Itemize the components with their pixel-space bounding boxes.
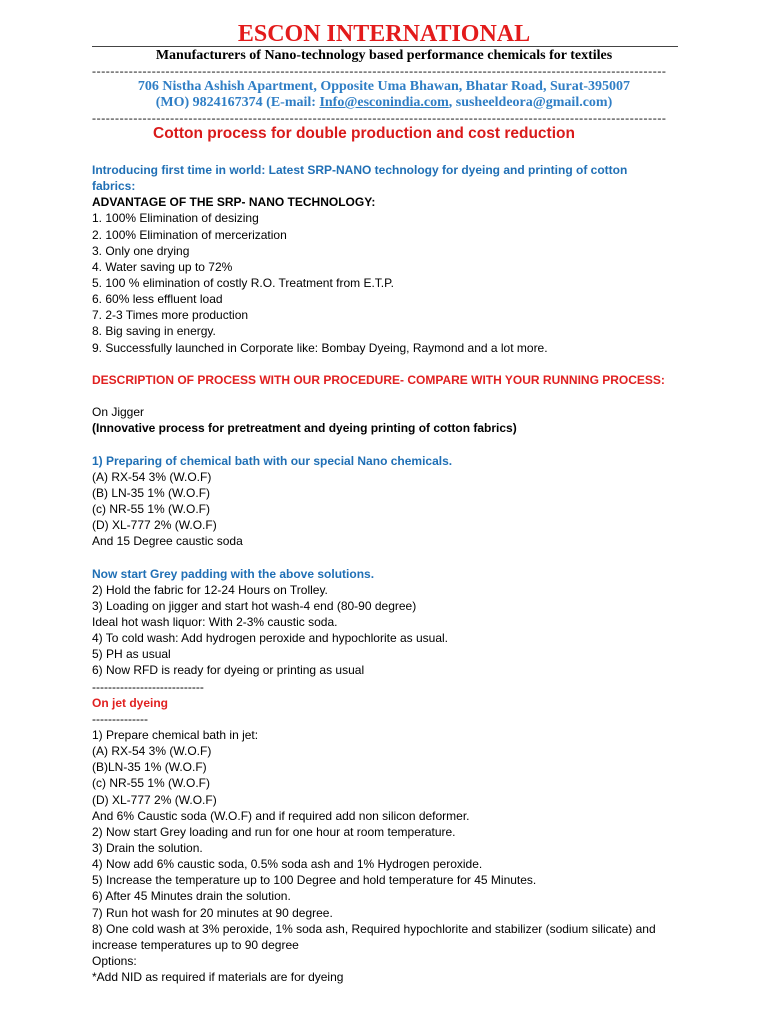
chemical-item: (A) RX-54 3% (W.O.F) <box>92 469 212 484</box>
chemical-item: (B) LN-35 1% (W.O.F) <box>92 485 211 500</box>
advantage-item: 8. Big saving in energy. <box>92 324 216 339</box>
intro-text: Introducing first time in world: Latest SRP-NANO technology for dyeing and printing of cotton fabrics: <box>92 163 628 194</box>
caustic-note: And 15 Degree caustic soda <box>92 534 243 549</box>
jigger-subheading: (Innovative process for pretreatment and dyeing printing of cotton fabrics) <box>92 421 517 436</box>
chemical-item: (c) NR-55 1% (W.O.F) <box>92 776 211 791</box>
header-divider: ----------------------------------------------------------------------------------------------------------------------------- <box>92 66 667 76</box>
company-tagline: Manufacturers of Nano-technology based performance chemicals for textiles <box>155 48 613 63</box>
padding-heading: Now start Grey padding with the above solutions. <box>92 566 375 581</box>
chemical-item: (D) XL-777 2% (W.O.F) <box>92 792 217 807</box>
advantage-item: 4. Water saving up to 72% <box>92 259 233 274</box>
company-address: 706 Nistha Ashish Apartment, Opposite Uma Bhawan, Bhatar Road, Surat-395007 <box>137 79 631 94</box>
description-heading: DESCRIPTION OF PROCESS WITH OUR PROCEDURE- COMPARE WITH YOUR RUNNING PROCESS: <box>92 372 665 387</box>
contact-suffix: , susheeldeora@gmail.com) <box>448 95 613 110</box>
jigger-step1-heading: 1) Preparing of chemical bath with our special Nano chemicals. <box>92 453 453 468</box>
jet-step: 6) After 45 Minutes drain the solution. <box>92 889 291 904</box>
jet-step: 1) Prepare chemical bath in jet: <box>92 727 259 742</box>
advantage-item: 1. 100% Elimination of desizing <box>92 211 259 226</box>
chemical-item: (A) RX-54 3% (W.O.F) <box>92 744 212 759</box>
chemical-item: (D) XL-777 2% (W.O.F) <box>92 518 217 533</box>
company-name: ESCON INTERNATIONAL <box>237 21 531 47</box>
header-divider-bottom: ----------------------------------------------------------------------------------------------------------------------------- <box>92 113 667 123</box>
contact-prefix: (MO) 9824167374 (E-mail: <box>155 95 320 110</box>
section-divider: ---------------------------- <box>92 679 204 694</box>
jigger-step: Ideal hot wash liquor: With 2-3% caustic soda. <box>92 614 338 629</box>
jigger-heading: On Jigger <box>92 405 145 420</box>
advantage-item: 7. 2-3 Times more production <box>92 308 249 323</box>
option-item: *Add NID as required if materials are for dyeing <box>92 970 344 985</box>
document-title: Cotton process for double production and cost reduction <box>153 125 575 142</box>
jigger-step: 5) PH as usual <box>92 647 171 662</box>
jigger-step: 6) Now RFD is ready for dyeing or printing as usual <box>92 663 365 678</box>
jigger-step: 3) Loading on jigger and start hot wash-4 end (80-90 degree) <box>92 598 417 613</box>
options-heading: Options: <box>92 953 137 968</box>
jet-step: 4) Now add 6% caustic soda, 0.5% soda ash and 1% Hydrogen peroxide. <box>92 857 483 872</box>
jet-divider: -------------- <box>92 711 148 726</box>
advantage-item: 9. Successfully launched in Corporate like: Bombay Dyeing, Raymond and a lot more. <box>92 340 548 355</box>
advantage-heading: ADVANTAGE OF THE SRP- NANO TECHNOLOGY: <box>92 195 376 210</box>
jet-step: 2) Now start Grey loading and run for one hour at room temperature. <box>92 824 456 839</box>
jet-step: And 6% Caustic soda (W.O.F) and if required add non silicon deformer. <box>92 808 470 823</box>
document-body <box>92 162 665 985</box>
advantage-item: 6. 60% less effluent load <box>92 292 223 307</box>
advantage-item: 5. 100 % elimination of costly R.O. Treatment from E.T.P. <box>92 276 394 291</box>
advantage-item: 3. Only one drying <box>92 243 190 258</box>
jet-step: 8) One cold wash at 3% peroxide, 1% soda ash, Required hypochlorite and stabilizer (sodium silicate) and increase temperatures up to 90 degree <box>92 921 656 952</box>
chemical-item: (c) NR-55 1% (W.O.F) <box>92 501 211 516</box>
email-link[interactable]: Info@esconindia.com <box>319 95 449 110</box>
jet-heading: On jet dyeing <box>92 695 169 710</box>
jigger-step: 2) Hold the fabric for 12-24 Hours on Trolley. <box>92 582 328 597</box>
jet-step: 3) Drain the solution. <box>92 840 203 855</box>
chemical-item: (B)LN-35 1% (W.O.F) <box>92 760 207 775</box>
company-contact <box>0 94 768 111</box>
jet-step: 7) Run hot wash for 20 minutes at 90 degree. <box>92 905 333 920</box>
jigger-step: 4) To cold wash: Add hydrogen peroxide and hypochlorite as usual. <box>92 631 449 646</box>
advantage-item: 2. 100% Elimination of mercerization <box>92 227 287 242</box>
jet-step: 5) Increase the temperature up to 100 Degree and hold temperature for 45 Minutes. <box>92 873 537 888</box>
